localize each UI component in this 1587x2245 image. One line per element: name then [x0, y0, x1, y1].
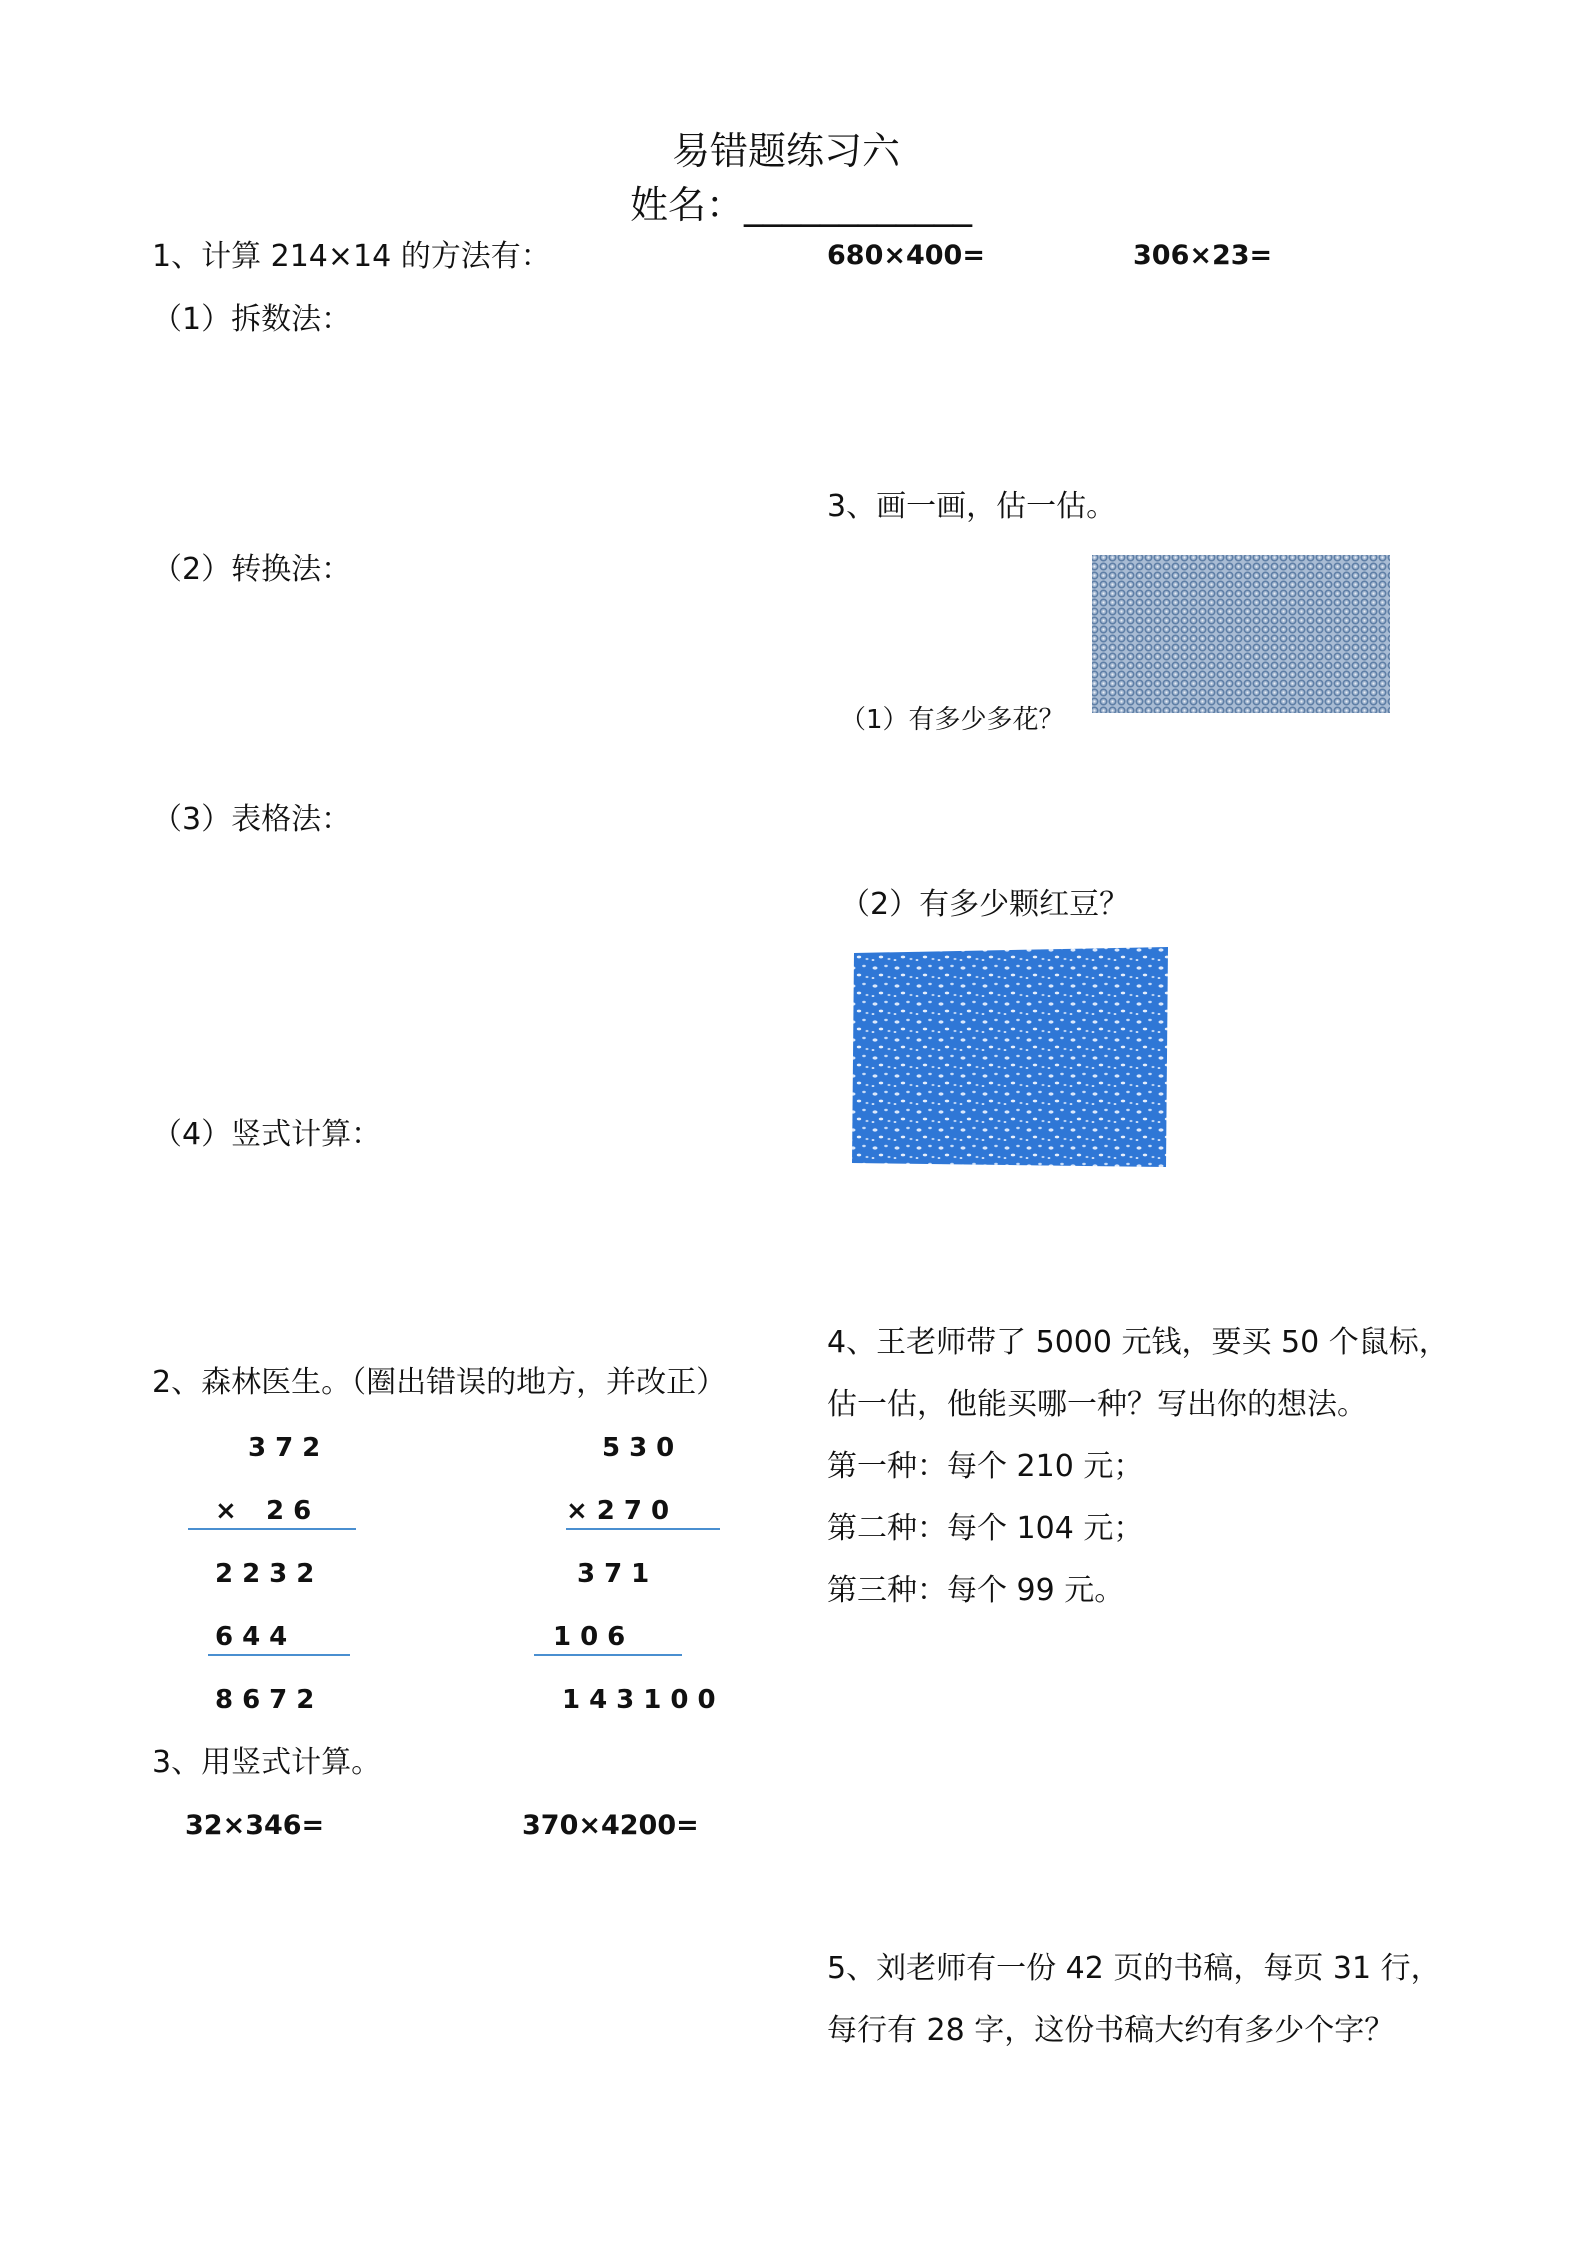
- q1-prompt: 1、计算 214×14 的方法有：: [152, 239, 551, 274]
- calc-b-bottom: ×270: [566, 1496, 679, 1526]
- q1-method-1: （1）拆数法：: [152, 302, 352, 337]
- q5-line-1: 5、刘老师有一份 42 页的书稿，每页 31 行，: [827, 1951, 1441, 1986]
- calc-a-result: 8672: [215, 1685, 324, 1715]
- q3a-expr-2: 370×4200=: [522, 1810, 699, 1841]
- calc-a-mult-sign: ×: [215, 1496, 246, 1526]
- calc-a-line-2: [208, 1654, 350, 1656]
- q3a-prompt: 3、用竖式计算。: [152, 1745, 382, 1780]
- q3a-expr-4: 306×23=: [1133, 240, 1273, 271]
- q1-method-4: （4）竖式计算：: [152, 1117, 382, 1152]
- q4-option-3: 第三种：每个 99 元。: [827, 1573, 1125, 1608]
- calc-a-partial-1: 2232: [215, 1559, 324, 1589]
- name-blank: ____________: [744, 183, 973, 227]
- name-field[interactable]: [630, 174, 972, 229]
- q3b-sub-2: （2）有多少颗红豆？: [840, 887, 1130, 922]
- calc-a-line-1: [188, 1528, 356, 1530]
- page-title: 易错题练习六: [672, 129, 901, 173]
- q1-method-3: （3）表格法：: [152, 802, 352, 837]
- q2-prompt: 2、森林医生。（圈出错误的地方，并改正）: [152, 1365, 727, 1400]
- calc-b-line-2: [534, 1654, 682, 1656]
- q1-method-2: （2）转换法：: [152, 552, 352, 587]
- calc-b-result: 143100: [562, 1685, 725, 1715]
- calc-b-line-1: [566, 1528, 720, 1530]
- q3a-expr-1: 32×346=: [185, 1810, 325, 1841]
- name-label: 姓名：: [630, 183, 745, 227]
- calc-a-bottom: 26: [266, 1496, 321, 1526]
- q3b-prompt: 3、画一画，估一估。: [827, 489, 1117, 524]
- calc-a-partial-2: 644: [215, 1622, 297, 1652]
- q3b-sub-1: （1）有多少多花？: [840, 705, 1065, 735]
- q4-line-2: 估一估，他能买哪一种？写出你的想法。: [827, 1387, 1367, 1422]
- flowers-image: [1090, 553, 1392, 715]
- calc-b-top: 530: [602, 1433, 684, 1463]
- q4-option-1: 第一种：每个 210 元；: [827, 1449, 1144, 1484]
- q3a-expr-3: 680×400=: [827, 240, 985, 271]
- q4-option-2: 第二种：每个 104 元；: [827, 1511, 1144, 1546]
- calc-a-top: 372: [248, 1433, 330, 1463]
- calc-b-partial-1: 371: [577, 1559, 659, 1589]
- calc-b-partial-2: 106: [553, 1622, 635, 1652]
- q5-line-2: 每行有 28 字，这份书稿大约有多少个字？: [827, 2013, 1395, 2048]
- q4-line-1: 4、王老师带了 5000 元钱，要买 50 个鼠标，: [827, 1325, 1449, 1360]
- red-beans-image: [848, 945, 1172, 1171]
